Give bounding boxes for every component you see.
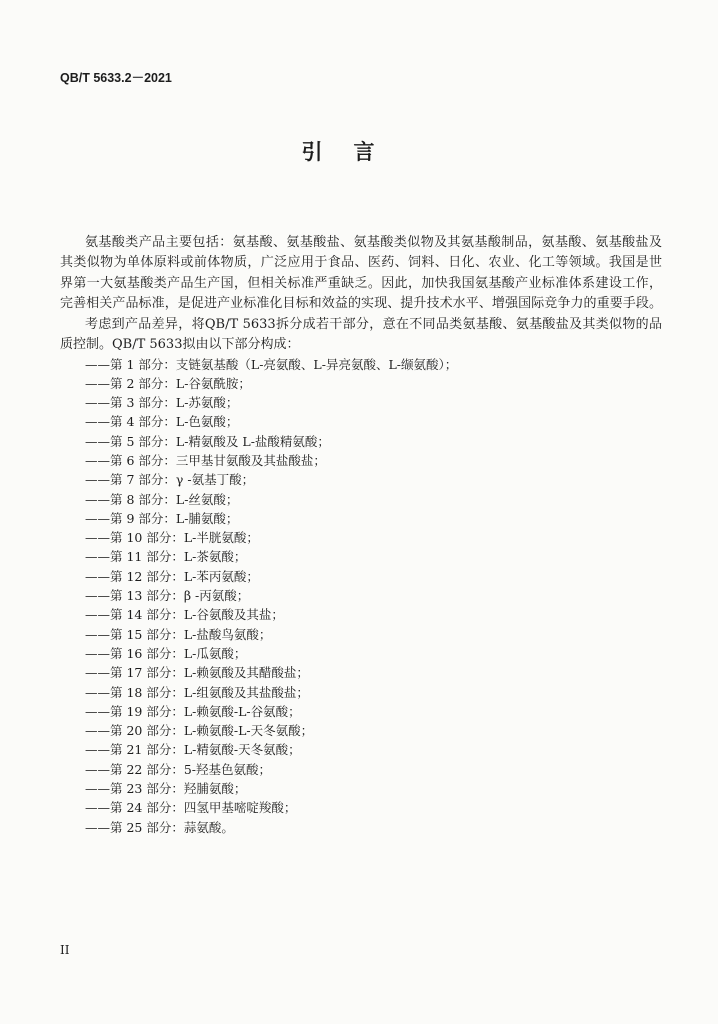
part-list-item: ——第 23 部分：羟脯氨酸； [85,781,247,797]
paragraph-line: 质控制。QB/T 5633拟由以下部分构成： [60,337,300,353]
part-list-item: ——第 24 部分：四氢甲基嘧啶羧酸； [85,800,297,816]
part-list-item: ——第 16 部分：L-瓜氨酸； [85,645,247,661]
part-list-item: ——第 22 部分：5-羟基色氨酸； [85,761,272,777]
part-list-item: ——第 14 部分：L-谷氨酸及其盐； [85,607,284,623]
part-list-item: ——第 1 部分：支链氨基酸（L-亮氨酸、L-异亮氨酸、L-缬氨酸）； [85,356,458,372]
part-list-item: ——第 5 部分：L-精氨酸及 L-盐酸精氨酸； [85,433,330,449]
section-title: 引 言 [301,140,380,164]
part-list-item: ——第 15 部分：L-盐酸鸟氨酸； [85,626,272,642]
intro-paragraph-1 [60,233,662,315]
part-list-item: ——第 21 部分：L-精氨酸-天冬氨酸； [85,742,301,758]
intro-paragraph-2 [60,315,662,356]
part-list-item: ——第 7 部分：γ -氨基丁酸； [85,472,255,488]
part-list-item: ——第 25 部分：蒜氨酸。 [85,819,234,835]
parts-list [85,355,662,837]
paragraph-line: 界第一大氨基酸类产品生产国，但相关标准严重缺乏。因此，加快我国氨基酸产业标准体系建设工作， [60,275,662,291]
part-list-item: ——第 6 部分：三甲基甘氨酸及其盐酸盐； [85,452,326,468]
part-list-item: ——第 3 部分：L-苏氨酸； [85,395,239,411]
part-list-item: ——第 18 部分：L-组氨酸及其盐酸盐； [85,684,309,700]
part-list-item: ——第 2 部分：L-谷氨酰胺； [85,375,251,391]
paragraph-line: 氨基酸类产品主要包括：氨基酸、氨基酸盐、氨基酸类似物及其氨基酸制品，氨基酸、氨基酸盐及 [85,235,662,250]
paragraph-line: 其类似物为单体原料或前体物质，广泛应用于食品、医药、饲料、日化、农业、化工等领域。我国是世 [60,255,662,271]
part-list-item: ——第 17 部分：L-赖氨酸及其醋酸盐； [85,665,309,681]
part-list-item: ——第 13 部分：β -丙氨酸； [85,588,250,604]
part-list-item: ——第 12 部分：L-苯丙氨酸； [85,568,259,584]
document-number: QB/T 5633.2－2021 [60,71,172,85]
part-list-item: ——第 8 部分：L-丝氨酸； [85,491,239,507]
part-list-item: ——第 20 部分：L-赖氨酸-L-天冬氨酸； [85,723,314,739]
part-list-item: ——第 4 部分：L-色氨酸； [85,414,239,430]
paragraph-line: 完善相关产品标准，是促进产业标准化目标和效益的实现、提升技术水平、增强国际竞争力的重要手段。 [60,296,662,312]
page-number: II [60,943,70,957]
part-list-item: ——第 10 部分：L-半胱氨酸； [85,530,259,546]
part-list-item: ——第 9 部分：L-脯氨酸； [85,510,239,526]
part-list-item: ——第 19 部分：L-赖氨酸-L-谷氨酸； [85,703,301,719]
part-list-item: ——第 11 部分：L-茶氨酸； [85,549,247,565]
paragraph-line: 考虑到产品差异，将QB/T 5633拆分成若干部分，意在不同品类氨基酸、氨基酸盐及其类似物的品 [85,317,662,332]
